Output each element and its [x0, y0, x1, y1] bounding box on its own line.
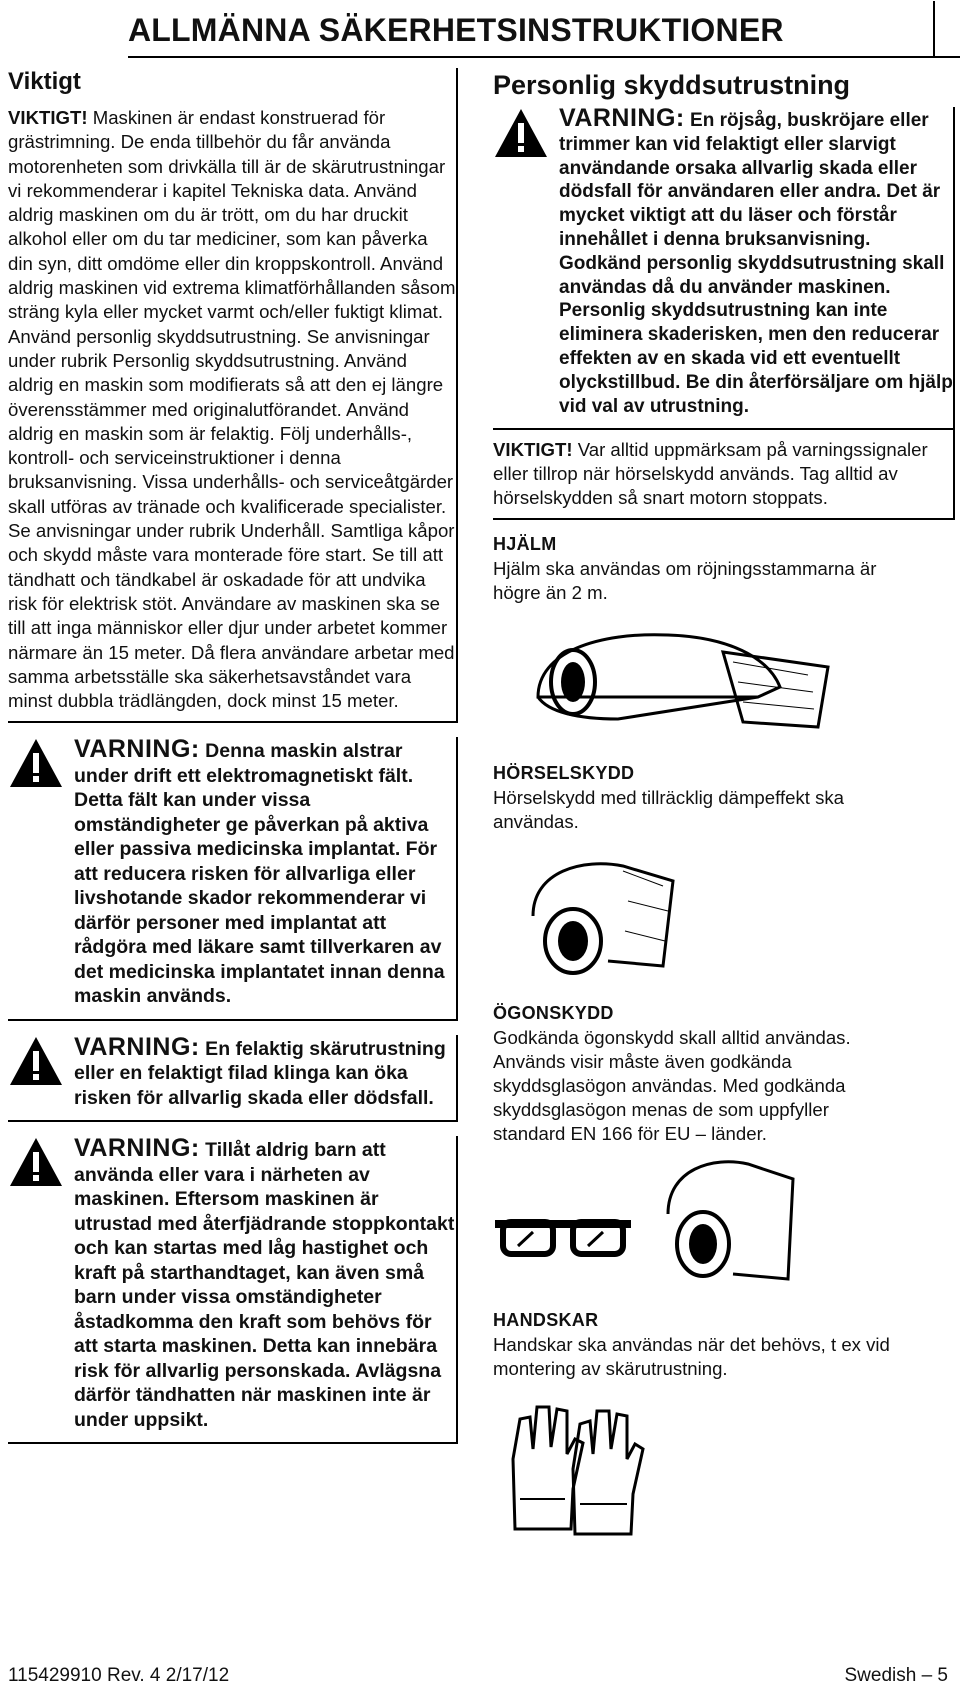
safety-glasses-illustration — [493, 1214, 633, 1264]
important-title: Viktigt — [8, 68, 81, 95]
helmet-heading: HJÄLM — [493, 534, 557, 555]
important-box — [8, 68, 458, 723]
important-text — [8, 106, 456, 713]
header-tick — [933, 1, 935, 57]
left-column — [8, 68, 458, 1444]
warning-box-1 — [8, 737, 458, 1021]
warning-triangle-icon — [8, 737, 64, 791]
warning-text: En felaktig skärutrustning eller en felaktigt filad klinga kan öka risken för allvarlig skada eller dödsfall. — [74, 1037, 446, 1109]
ppe-important-box — [493, 430, 955, 520]
warning-label: VARNING: — [74, 1134, 200, 1163]
gloves-text: Handskar ska användas när det behövs, t ex vid montering av skärutrustning. — [493, 1334, 890, 1380]
warning-triangle-icon — [8, 1136, 64, 1190]
warning-text: Denna maskin alstrar under drift ett elektromagnetiskt fält. Detta fält kan under vissa omständigheter ge påverkan på aktiva eller passiva medicinska implantat. För att reducera risken för allvarliga eller livshotande skador rekommenderar vi därför personer med implantat att rådgöra med läkare samt tillverkaren av det medicinska implantatet innan denna maskin används. — [74, 740, 445, 1008]
warning-children — [8, 1136, 456, 1432]
warning-triangle-icon — [8, 1035, 64, 1089]
right-column — [493, 70, 955, 1539]
warning-label: VARNING: — [559, 104, 685, 132]
helmet-illustration — [518, 627, 848, 737]
eye-text: Godkända ögonskydd skall alltid användas. Används visir måste även godkända skyddsglasögon användas. Med godkända skyddsglasögon menas de som uppfyller standard EN 166 för EU – länder. — [493, 1027, 851, 1145]
helmet-text: Hjälm ska användas om röjningsstammarna är högre än 2 m. — [493, 558, 877, 604]
footer-page-number: Swedish – 5 — [844, 1665, 948, 1686]
ppe-warning-box — [493, 104, 955, 430]
gloves-illustration — [505, 1399, 645, 1539]
footer-document-info: 115429910 Rev. 4 2/17/12 — [8, 1665, 230, 1686]
page-title: ALLMÄNNA SÄKERHETSINSTRUKTIONER — [128, 12, 784, 48]
important-label: VIKTIGT! — [8, 107, 88, 128]
warning-text: Tillåt aldrig barn att använda eller vara i närheten av maskinen. Eftersom maskinen är utrustad med återfjädrande stoppkontakt och kan startas med låg hastighet och kraft på starthandtaget, kan även små barn under vissa omständigheter åstadkomma den kraft som behövs för att starta maskinen. Detta kan innebära risk för allvarlig personskada. Avlägsna därför tändhatten när maskinen inte är under uppsikt. — [74, 1139, 455, 1431]
warning-label: VARNING: — [74, 1032, 200, 1061]
header-rule — [128, 56, 960, 58]
ppe-important-text — [493, 438, 953, 510]
ppe-title: Personlig skyddsutrustning — [493, 70, 851, 100]
hearing-text: Hörselskydd med tillräcklig dämpeffekt ska användas. — [493, 787, 845, 833]
ppe-warning — [493, 104, 953, 418]
gloves-heading: HANDSKAR — [493, 1310, 599, 1331]
ppe-important-label: VIKTIGT! — [493, 439, 573, 461]
eye-protection-illustrations — [493, 1154, 955, 1294]
warning-text: En röjsåg, buskröjare eller trimmer kan vid felaktigt eller slarvigt användande orsaka allvarlig skada eller dödsfall för användaren eller andra. Det är mycket viktigt att du läser och förstår innehållet i denna bruksanvisning. Godkänd personlig skyddsutrustning skall användas då du använder maskinen. Personlig skyddsutrustning kan inte eliminera skaderisken, men den reducerar effekten av en skada vid ett eventuellt olyckstillbud. Be din återförsäljare om hjälp vid val av utrustning. — [559, 110, 953, 417]
warning-label: VARNING: — [74, 735, 200, 764]
important-body: Maskinen är endast konstruerad för grästrimning. De enda tillbehör du får använda motorenheten som drivkälla till är de skärutrustningar vi rekommenderar i kapitel Tekniska data. Använd aldrig maskinen om du är trött, om du har druckit alkohol eller om du tar mediciner, som kan påverka din syn, ditt omdöme eller din kroppskontroll. Använd aldrig maskinen vid extrema klimatförhållanden såsom sträng kyla eller mycket varmt och/eller fuktigt klimat. Använd personlig skyddsutrustning. Se anvisningar under rubrik Personlig skyddsutrustning. Använd aldrig en maskin som modifierats så att den ej längre överensstämmer med originalutförandet. Använd aldrig en maskin som är felaktig. Följ underhålls-, kontroll- och serviceinstruktioner i denna bruksanvisning. Vissa underhålls- och serviceåtgärder skall utföras av tränade och kvalificerade specialister. Se anvisningar under rubrik Underhåll. Samtliga kåpor och skydd måste vara monterade före start. Se till att tändhatt och tändkabel är oskadade för att undvika risk för elektrisk stöt. Användare av maskinen ska se till att inga människor eller djur under arbetet kommer närmare än 15 meter. Då flera användare arbetar med samma arbetsställe ska säkerhetsavståndet vara minst dubbla trädlängden, dock minst 15 meter. — [8, 107, 456, 712]
visor-illustration — [653, 1154, 803, 1294]
warning-box-2 — [8, 1032, 458, 1123]
warning-triangle-icon — [493, 107, 549, 161]
hearing-protection-illustration — [513, 856, 683, 981]
warning-emf — [8, 737, 456, 1009]
hearing-heading: HÖRSELSKYDD — [493, 763, 635, 784]
warning-cutting-equipment — [8, 1032, 456, 1111]
eye-heading: ÖGONSKYDD — [493, 1003, 614, 1024]
warning-box-3 — [8, 1136, 458, 1444]
ppe-important-body: Var alltid uppmärksam på varningssignaler eller tillrop när hörselskydd används. Tag alltid av hörselskydden så snart motorn stoppats. — [493, 439, 928, 509]
